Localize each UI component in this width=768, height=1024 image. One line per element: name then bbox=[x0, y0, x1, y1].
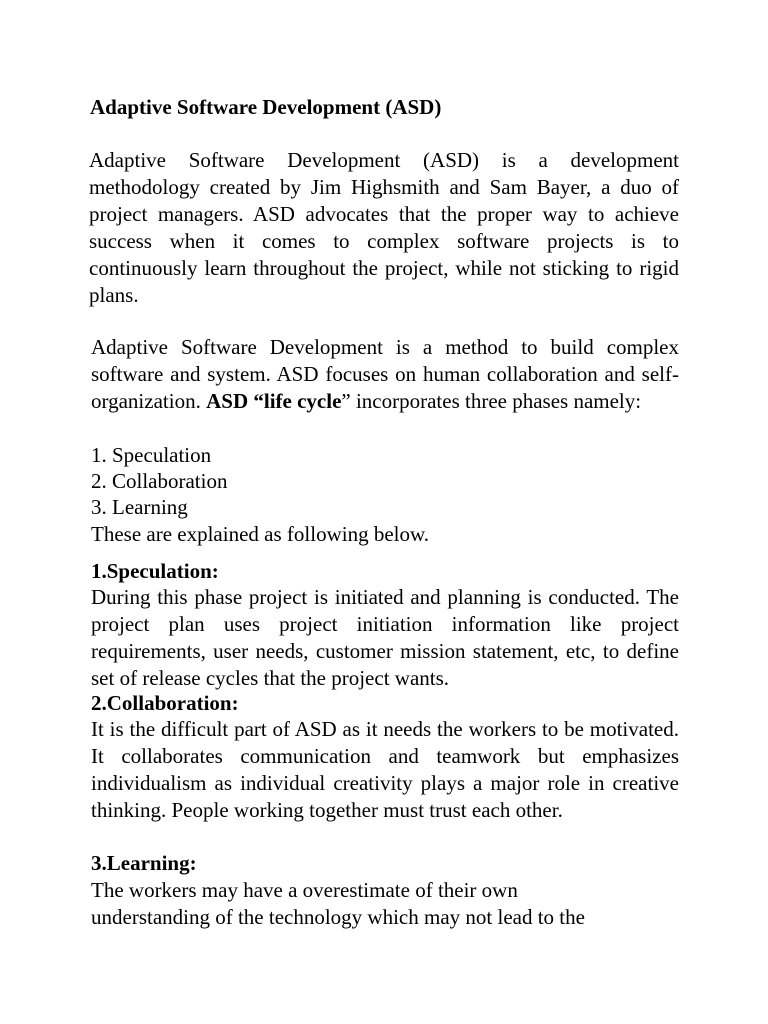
life-cycle-text-start: Adaptive Software Development is a method to build complex software and system. ASD focuses on human collaboration and self-organization. bbox=[91, 335, 679, 413]
explained-line: These are explained as following below. bbox=[91, 522, 430, 546]
phase-item-speculation: 1. Speculation bbox=[91, 443, 212, 467]
life-cycle-bold-term: ASD “life cycle bbox=[206, 389, 342, 413]
section-body-learning: The workers may have a overestimate of their own understanding of the technology which may not lead to the bbox=[91, 878, 585, 929]
phase-item-learning: 3. Learning bbox=[91, 495, 188, 519]
life-cycle-paragraph bbox=[91, 334, 679, 415]
section-heading-learning: 3.Learning: bbox=[91, 851, 197, 875]
section-body-speculation: During this phase project is initiated and planning is conducted. The project plan uses project initiation information like project requirements, user needs, customer mission statement, etc, to define set of release cycles that the project wants. bbox=[91, 585, 679, 690]
phase-item-collaboration: 2. Collaboration bbox=[91, 469, 228, 493]
section-body-collaboration: It is the difficult part of ASD as it needs the workers to be motivated. It collaborates communication and teamwork but emphasizes individualism as individual creativity plays a major role in creative thinking. People working together must trust each other. bbox=[91, 717, 679, 822]
section-heading-speculation: 1.Speculation: bbox=[91, 559, 219, 583]
document-title: Adaptive Software Development (ASD) bbox=[90, 95, 442, 119]
section-heading-collaboration: 2.Collaboration: bbox=[91, 691, 239, 715]
intro-paragraph: Adaptive Software Development (ASD) is a development methodology created by Jim Highsmith and Sam Bayer, a duo of project managers. ASD advocates that the proper way to achieve success when it comes to complex software projects is to continuously learn throughout the project, while not sticking to rigid plans. bbox=[89, 148, 679, 307]
life-cycle-text-end: ” incorporates three phases namely: bbox=[341, 389, 642, 413]
